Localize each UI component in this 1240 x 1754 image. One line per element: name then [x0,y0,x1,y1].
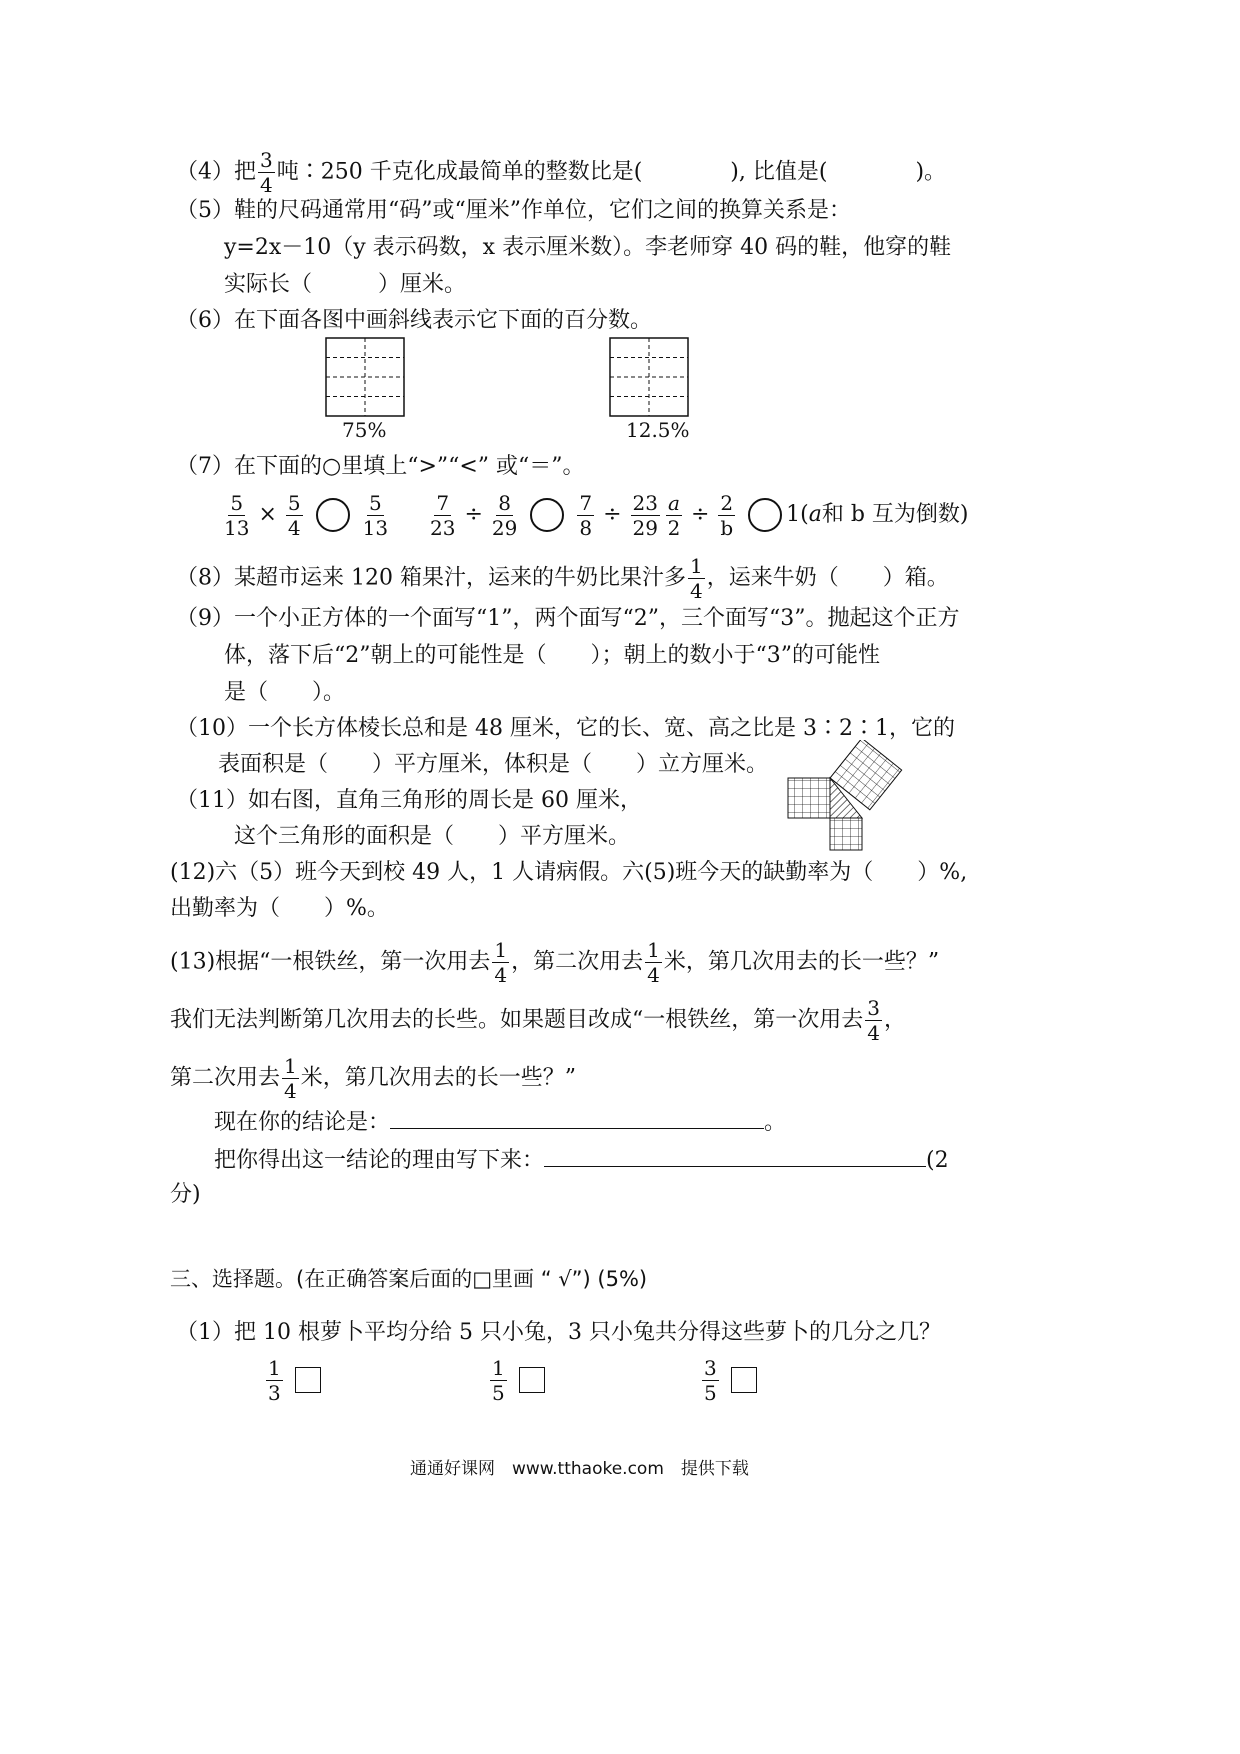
compare-circle-1[interactable] [316,498,350,532]
section-3-question-1: （1）把 10 根萝卜平均分给 5 只小兔，3 只小兔共分得这些萝卜的几分之几？ [176,1320,941,1345]
right-triangle-squares-figure [786,740,946,854]
section-3-title: 三、选择题。(在正确答案后面的□里画 “ √”) (5%) [170,1267,648,1291]
question-4 [176,150,946,195]
option-2-checkbox[interactable] [519,1367,545,1393]
q11-line-1: （11）如右图，直角三角形的周长是 60 厘米， [176,788,642,813]
q13-line-1: (13)根据“一根铁丝，第一次用去 $\frac{1}{4}$ ，第二次用去 $\frac{1}{4}$ 米，第几次用去的长一些？” [170,938,940,987]
compare-circle-2[interactable] [530,498,564,532]
q13-line-2: 我们无法判断第几次用去的长些。如果题目改成“一根铁丝，第一次用去 $\frac{3}{4}$ ， [170,996,906,1045]
q7-expression-1: $\frac{5}{13}$ × $\frac{5}{4}$ $\frac{5}{13}$ [224,490,389,540]
reason-answer-line[interactable] [544,1144,926,1167]
q9-line-3: 是（ ）。 [224,680,346,705]
q7-expression-2: $\frac{7}{23}$ ÷ $\frac{8}{29}$ $\frac{7}{8}$ ÷ $\frac{23}{29}$ [430,490,658,540]
option-3-checkbox[interactable] [731,1367,757,1393]
footer-credit: 通通好课网 www.tthaoke.com 提供下载 [410,1459,749,1479]
grid-figure-75[interactable] [320,334,412,420]
grid-label-12-5: 12.5% [626,418,690,442]
compare-circle-3[interactable] [748,498,782,532]
q5-line-3: 实际长（ ）厘米。 [224,272,467,297]
q7-line-1: （7）在下面的○里填上“>”“<” 或“＝”。 [176,454,585,479]
question-8: （8）某超市运来 120 箱果汁，运来的牛奶比果汁多 $\frac{1}{4}$ ，运来牛奶（ ）箱。 [176,554,949,603]
q10-line-1: （10）一个长方体棱长总和是 48 厘米，它的长、宽、高之比是 3∶2∶1，它的 [176,716,955,741]
q10-line-2: 表面积是（ ）平方厘米，体积是（ ）立方厘米。 [218,752,769,777]
q13-reason: 把你得出这一结论的理由写下来： (2 [214,1144,949,1176]
q4-suffix: 吨∶250 千克化成最简单的整数比是( ), 比值是( )。 [276,159,947,185]
grid-figure-12-5[interactable] [604,334,696,420]
q13-score-tail: 分) [170,1182,201,1207]
q13-conclusion: 现在你的结论是： 。 [214,1106,786,1138]
q7-expression-3: $\frac{a}{2}$ ÷ $\frac{2}{b}$ 1(a和 b 互为倒数) [667,490,969,540]
grid-label-75: 75% [342,418,387,442]
q9-line-1: （9）一个小正方体的一个面写“1”，两个面写“2”，三个面写“3”。抛起这个正方 [176,606,960,631]
q12-line-2: 出勤率为（ ）%。 [170,896,389,921]
q11-line-2: 这个三角形的面积是（ ）平方厘米。 [234,824,631,849]
option-3: $\frac{3}{5}$ [700,1354,757,1406]
q12-line-1: (12)六（5）班今天到校 49 人，1 人请病假。六(5)班今天的缺勤率为（ ）%, [170,860,968,885]
q4-prefix: （4）把 [176,159,256,185]
option-1-checkbox[interactable] [295,1367,321,1393]
q5-line-2: y=2x－10（y 表示码数，x 表示厘米数）。李老师穿 40 码的鞋，他穿的鞋 [224,235,952,260]
q4-fraction: $\frac{3}{4}$ [260,148,273,197]
q5-line-1: （5）鞋的尺码通常用“码”或“厘米”作单位，它们之间的换算关系是： [176,198,851,223]
conclusion-answer-line[interactable] [390,1106,764,1129]
q6-line-1: （6）在下面各图中画斜线表示它下面的百分数。 [176,308,652,333]
option-2: $\frac{1}{5}$ [488,1354,545,1406]
q13-line-3: 第二次用去 $\frac{1}{4}$ 米，第几次用去的长一些？” [170,1054,576,1103]
option-1: $\frac{1}{3}$ [264,1354,321,1406]
q9-line-2: 体，落下后“2”朝上的可能性是（ ）；朝上的数小于“3”的可能性 [224,643,880,668]
